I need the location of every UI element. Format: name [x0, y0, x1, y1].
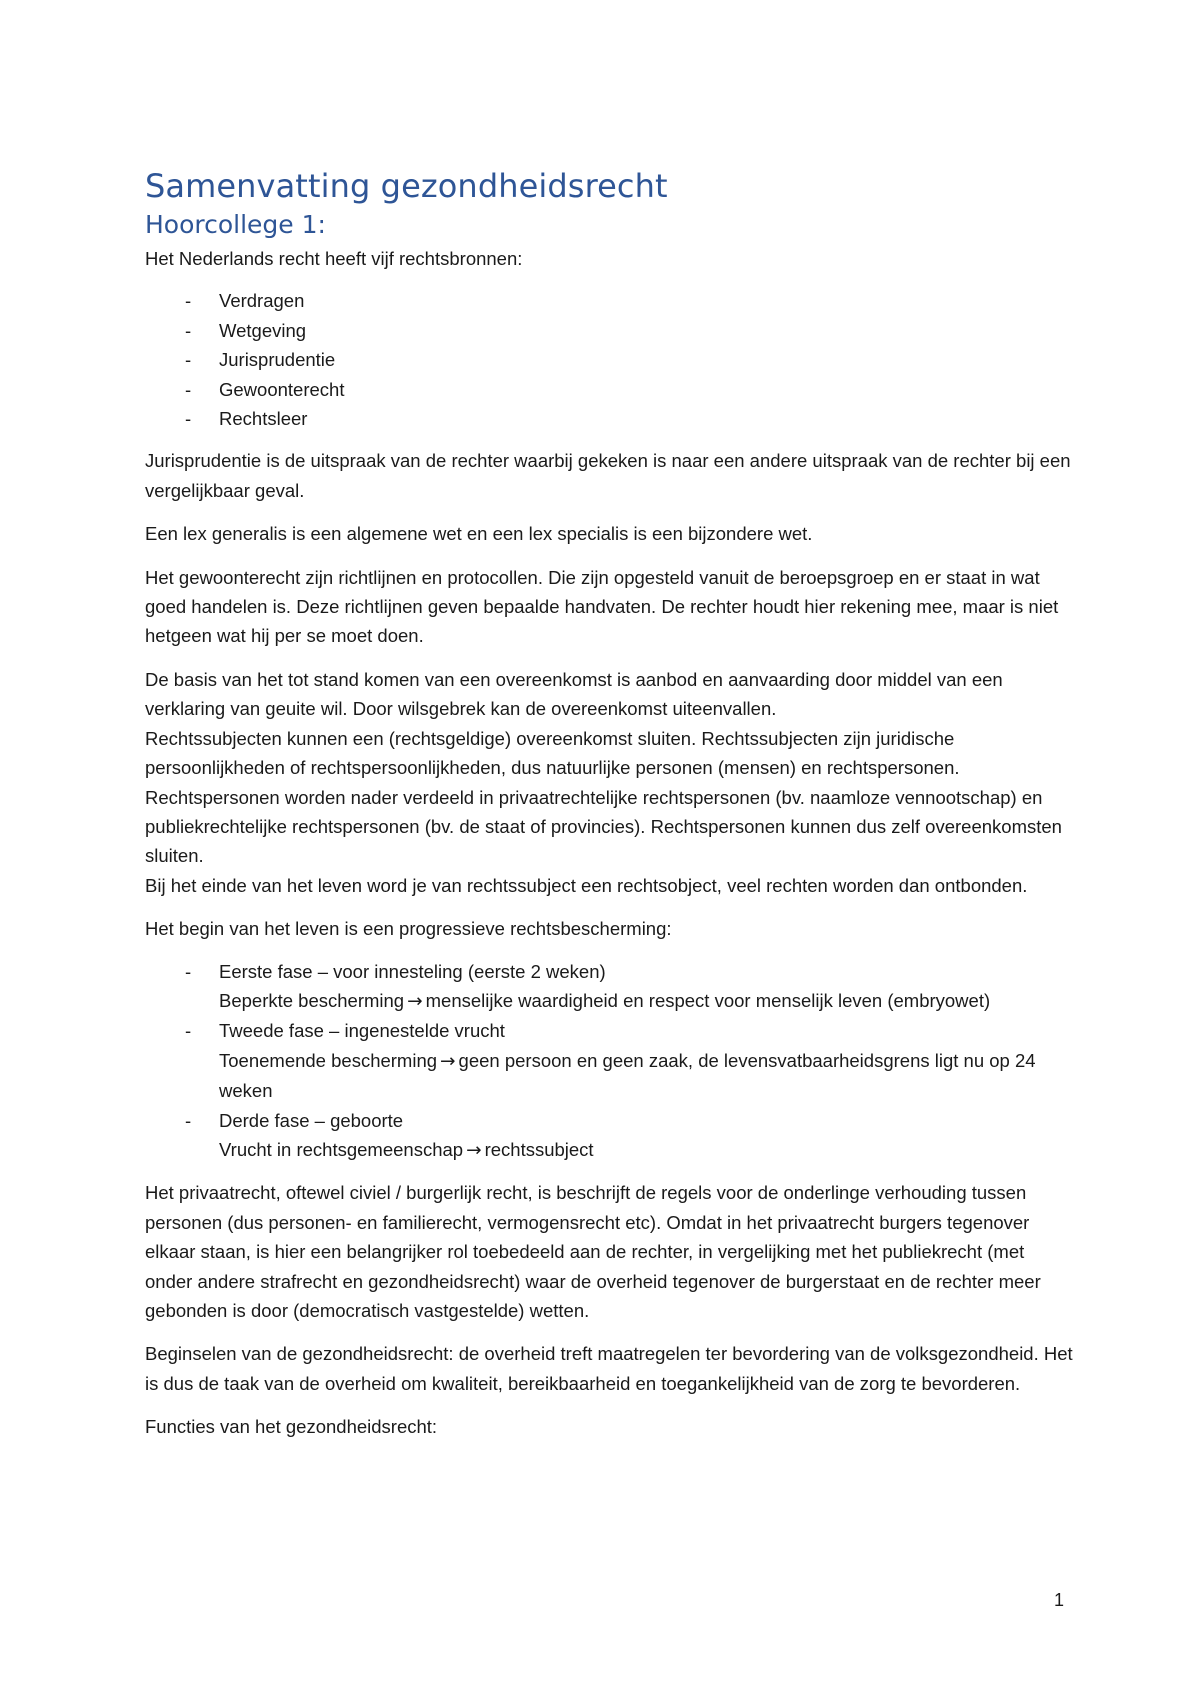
- list-item: [145, 316, 1075, 345]
- protection-detail: menselijke waardigheid en respect voor menselijk leven (embryowet): [425, 989, 991, 1011]
- dash-bullet: -: [185, 1020, 192, 1042]
- list-item-label: Gewoonterecht: [219, 378, 345, 400]
- paragraph-einde-leven: Bij het einde van het leven word je van rechtssubject een rechtsobject, veel rechten worden dan ontbonden.: [145, 874, 1028, 896]
- dash-bullet: -: [185, 1109, 192, 1131]
- sources-list: [145, 286, 1075, 433]
- paragraph-overeenkomst: De basis van het tot stand komen van een overeenkomst is aanbod en aanvaarding door middel van een verklaring van geuite wil. Door wilsgebrek kan de overeenkomst uiteenvallen.: [145, 668, 1003, 720]
- arrow-right-icon: →: [440, 1050, 456, 1072]
- list-item-label: Verdragen: [219, 290, 305, 312]
- protection-detail: rechtssubject: [484, 1138, 594, 1160]
- paragraph-jurisprudentie: Jurisprudentie is de uitspraak van de rechter waarbij gekeken is naar een andere uitspraak van de rechter bij een vergelijkbaar geval.: [145, 450, 1071, 501]
- paragraph-lex: Een lex generalis is een algemene wet en een lex specialis is een bijzondere wet.: [145, 523, 813, 545]
- protection-level: Toenemende bescherming: [219, 1049, 438, 1071]
- dash-bullet: -: [185, 349, 192, 371]
- phase-name: Derde fase – geboorte: [219, 1109, 404, 1131]
- document-title: Samenvatting gezondheidsrecht: [145, 167, 668, 205]
- dash-bullet: -: [185, 960, 192, 982]
- phase-name: Tweede fase – ingenestelde vrucht: [219, 1020, 505, 1042]
- phases-list: [145, 957, 1075, 1166]
- paragraph-begin-leven: Het begin van het leven is een progressieve rechtsbescherming:: [145, 918, 672, 940]
- arrow-right-icon: →: [407, 990, 423, 1012]
- document-body: [145, 166, 1075, 1456]
- arrow-right-icon: →: [466, 1139, 482, 1161]
- intro-paragraph: Het Nederlands recht heeft vijf rechtsbronnen:: [145, 248, 523, 269]
- paragraph-privaatrecht: Het privaatrecht, oftewel civiel / burgerlijk recht, is beschrijft de regels voor de onderlinge verhouding tussen personen (dus personen- en familierecht, vermogensrecht etc). Omdat in het privaatrecht burgers tegenover elkaar staan, is hier een belangrijker rol toebedeeld aan de rechter, in vergelijking met het publiekrecht (met onder andere strafrecht en gezondheidsrecht) waar de overheid tegenover de burgerstaat en de rechter meer gebonden is door (democratisch vastgestelde) wetten.: [145, 1182, 1041, 1321]
- list-item-label: Jurisprudentie: [219, 349, 336, 371]
- page-number: 1: [1054, 1590, 1065, 1610]
- phase-item: [145, 1106, 1075, 1166]
- paragraph-beginselen: Beginselen van de gezondheidsrecht: de overheid treft maatregelen ter bevordering van de volksgezondheid. Het is dus de taak van de overheid om kwaliteit, bereikbaarheid en toegankelijkheid van de zorg te bevorderen.: [145, 1343, 1073, 1394]
- list-item-label: Rechtsleer: [219, 408, 308, 430]
- paragraph-functies: Functies van het gezondheidsrecht:: [145, 1416, 438, 1438]
- section-heading: Hoorcollege 1:: [145, 210, 326, 239]
- protection-level: Beperkte bescherming: [219, 989, 405, 1011]
- paragraph-rechtssubjecten: Rechtssubjecten kunnen een (rechtsgeldige) overeenkomst sluiten. Rechtssubjecten zijn juridische persoonlijkheden of rechtspersoonlijkheden, dus natuurlijke personen (mensen) en rechtspersonen.: [145, 727, 960, 779]
- phase-item: [145, 1016, 1075, 1105]
- phase-item: [145, 957, 1075, 1017]
- paragraph-gewoonterecht: Het gewoonterecht zijn richtlijnen en protocollen. Die zijn opgesteld vanuit de beroepsgroep en er staat in wat goed handelen is. Deze richtlijnen geven bepaalde handvaten. De rechter houdt hier rekening mee, maar is niet hetgeen wat hij per se moet doen.: [145, 566, 1059, 647]
- paragraph-rechtspersonen: Rechtspersonen worden nader verdeeld in privaatrechtelijke rechtspersonen (bv. naamloze vennootschap) en publiekrechtelijke rechtspersonen (bv. de staat of provincies). Rechtspersonen kunnen dus zelf overeenkomsten sluiten.: [145, 786, 1062, 867]
- list-item-label: Wetgeving: [219, 319, 307, 341]
- phase-protection: [219, 1135, 1075, 1165]
- list-item: [145, 375, 1075, 404]
- protection-level: Vrucht in rechtsgemeenschap: [219, 1138, 464, 1160]
- dash-bullet: -: [185, 378, 192, 400]
- phase-protection: [219, 1046, 1075, 1106]
- phase-protection: [219, 986, 1075, 1016]
- protection-detail: geen persoon en geen zaak, de levensvatbaarheidsgrens ligt nu op 24 weken: [219, 1049, 1036, 1102]
- list-item: [145, 286, 1075, 315]
- dash-bullet: -: [185, 319, 192, 341]
- phase-name: Eerste fase – voor innesteling (eerste 2 weken): [219, 960, 606, 982]
- list-item: [145, 404, 1075, 433]
- list-item: [145, 345, 1075, 374]
- dash-bullet: -: [185, 408, 192, 430]
- dash-bullet: -: [185, 290, 192, 312]
